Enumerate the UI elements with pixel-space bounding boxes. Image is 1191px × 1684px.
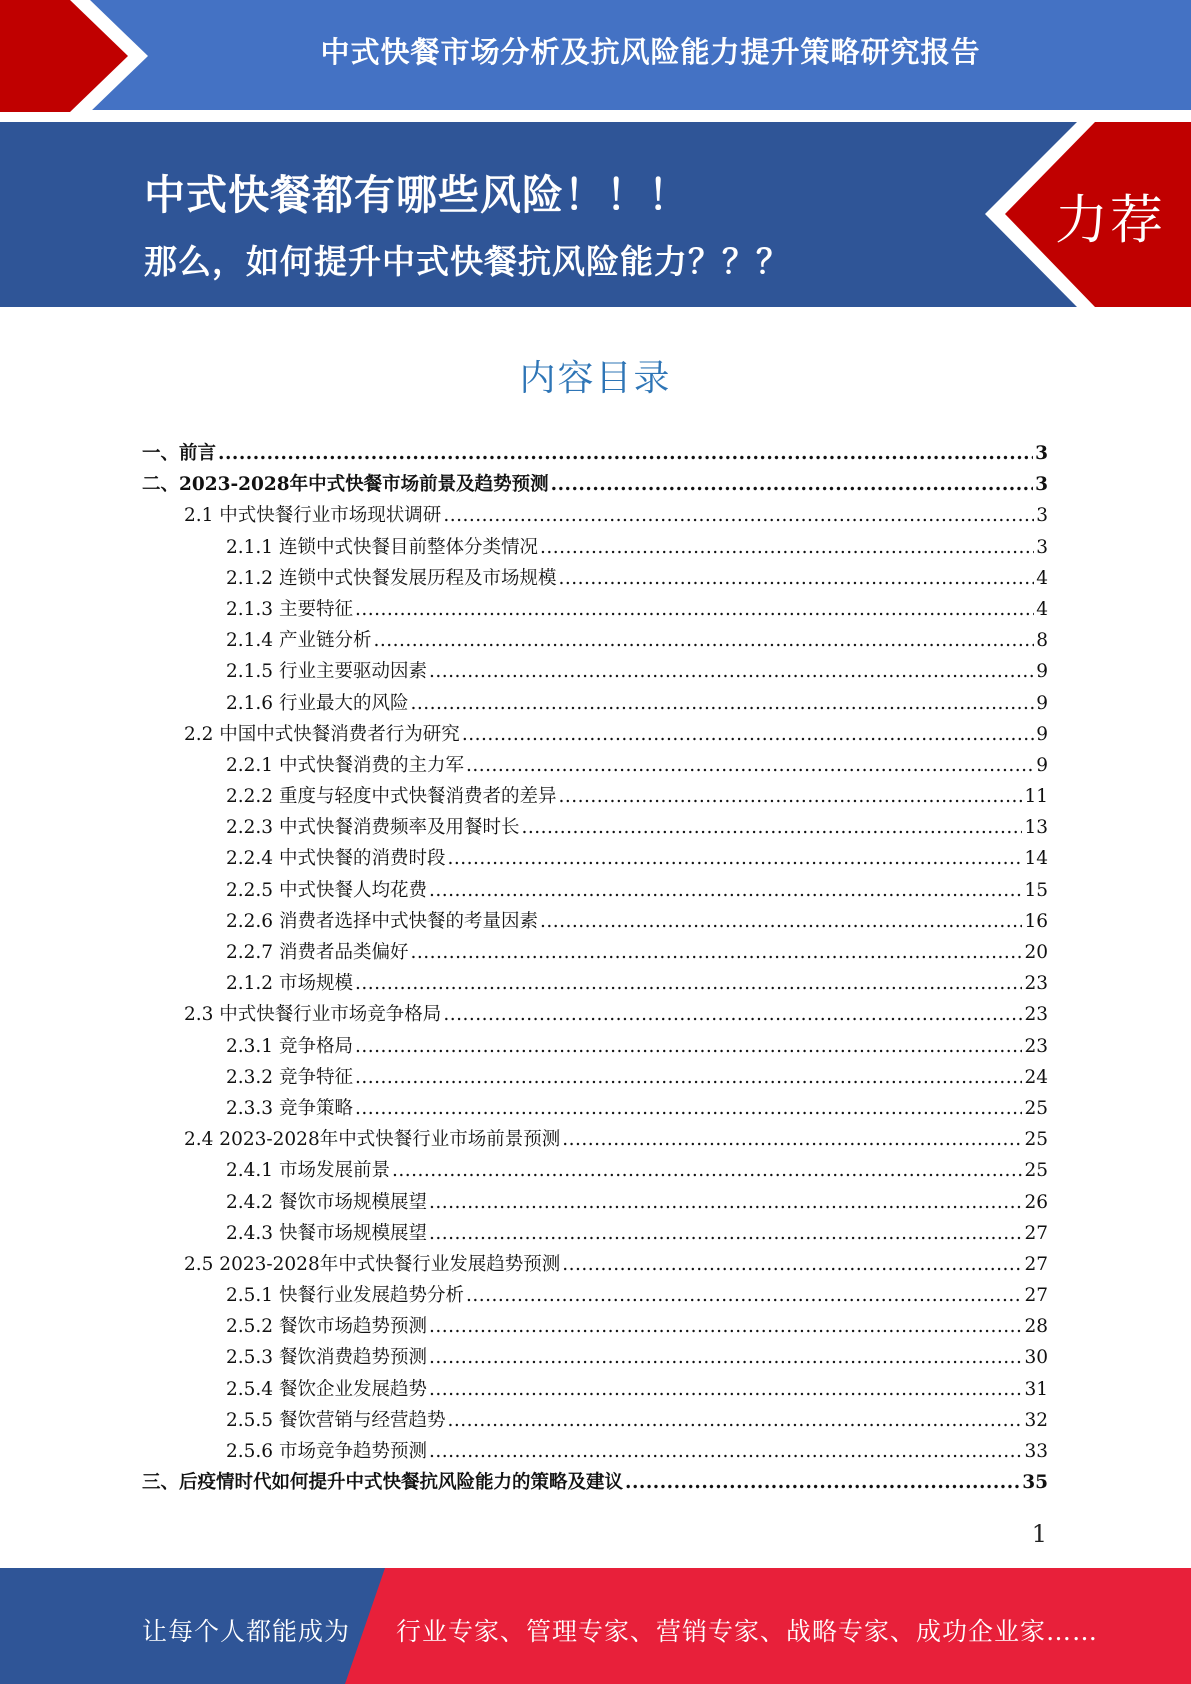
toc-entry-page: 3 <box>1035 443 1048 464</box>
toc-dot-leader <box>558 781 1022 812</box>
toc-entry[interactable] <box>142 750 1048 781</box>
toc-entry-label: 2.2 中国中式快餐消费者行为研究 <box>184 723 460 745</box>
toc-entry-page: 30 <box>1024 1347 1048 1369</box>
top-banner-arrow-decoration <box>0 0 160 112</box>
toc-entry[interactable] <box>142 688 1048 719</box>
footer-slogan-right: 行业专家、管理专家、营销专家、战略专家、成功企业家…… <box>396 1617 1099 1646</box>
toc-entry-page: 26 <box>1024 1191 1048 1213</box>
toc-entry-page: 27 <box>1024 1253 1048 1275</box>
toc-entry-page: 31 <box>1024 1378 1048 1400</box>
hero-headline: 中式快餐都有哪些风险！！！ <box>144 171 690 219</box>
toc-entry-page: 3 <box>1035 474 1048 496</box>
toc-entry-page: 11 <box>1024 786 1048 808</box>
toc-entry-label: 2.1.5 行业主要驱动因素 <box>226 661 427 683</box>
toc-entry-page: 25 <box>1024 1097 1048 1119</box>
toc-entry-page: 9 <box>1036 723 1048 745</box>
toc-entry-label: 2.4.3 快餐市场规模展望 <box>226 1222 427 1244</box>
toc-entry[interactable] <box>142 875 1048 906</box>
toc-entry-label: 2.1.3 主要特征 <box>226 598 353 620</box>
toc-entry[interactable] <box>142 1249 1048 1280</box>
toc-entry-label: 2.5.5 餐饮营销与经营趋势 <box>226 1409 446 1431</box>
toc-entry[interactable] <box>142 1062 1048 1093</box>
toc-entry-page: 24 <box>1024 1066 1048 1088</box>
toc-entry-label: 2.5.6 市场竞争趋势预测 <box>226 1441 427 1462</box>
toc-entry[interactable] <box>142 1436 1048 1467</box>
toc-dot-leader <box>558 563 1034 594</box>
toc-dot-leader <box>429 1342 1022 1373</box>
toc-dot-leader <box>429 1311 1022 1342</box>
toc-entry[interactable] <box>142 1187 1048 1218</box>
toc-dot-leader <box>540 906 1022 937</box>
toc-entry-label: 2.2.5 中式快餐人均花费 <box>226 879 427 901</box>
toc-entry-label: 2.4.1 市场发展前景 <box>226 1160 390 1182</box>
toc-entry-page: 25 <box>1024 1129 1048 1151</box>
toc-entry[interactable] <box>142 843 1048 874</box>
toc-entry[interactable] <box>142 594 1048 625</box>
toc-dot-leader <box>447 843 1022 874</box>
toc-dot-leader <box>429 1374 1022 1405</box>
toc-dot-leader <box>355 1062 1023 1093</box>
toc-entry-label: 2.2.2 重度与轻度中式快餐消费者的差异 <box>226 786 557 808</box>
toc-entry[interactable] <box>142 438 1048 469</box>
toc-entry[interactable] <box>142 1374 1048 1405</box>
toc-title: 内容目录 <box>519 358 672 399</box>
toc-entry-page: 35 <box>1022 1472 1048 1494</box>
toc-entry-label: 2.5.2 餐饮市场趋势预测 <box>226 1316 427 1338</box>
toc-entry-page: 3 <box>1036 505 1048 527</box>
toc-entry-page: 9 <box>1036 754 1048 776</box>
toc-dot-leader <box>562 1124 1022 1155</box>
toc-dot-leader <box>540 532 1034 563</box>
toc-entry-page: 33 <box>1024 1441 1048 1462</box>
toc-entry[interactable] <box>142 532 1048 563</box>
toc-entry[interactable] <box>142 1280 1048 1311</box>
toc-entry[interactable] <box>142 1155 1048 1186</box>
toc-dot-leader <box>355 1093 1023 1124</box>
toc-entry-page: 3 <box>1036 536 1048 558</box>
toc-dot-leader <box>355 594 1034 625</box>
toc-dot-leader <box>521 812 1022 843</box>
toc-dot-leader <box>355 968 1023 999</box>
toc-entry[interactable] <box>142 999 1048 1030</box>
toc-entry[interactable] <box>142 1405 1048 1436</box>
toc-entry-label: 2.4 2023-2028年中式快餐行业市场前景预测 <box>184 1129 561 1151</box>
toc-entry[interactable] <box>142 1342 1048 1373</box>
toc-entry-label: 2.1.6 行业最大的风险 <box>226 692 409 714</box>
toc-dot-leader <box>466 1280 1022 1311</box>
toc-entry-label: 2.3 中式快餐行业市场竞争格局 <box>184 1004 442 1026</box>
toc-entry-label: 2.1.2 市场规模 <box>226 973 353 995</box>
toc-entry-page: 25 <box>1024 1160 1048 1182</box>
toc-entry-page: 27 <box>1024 1222 1048 1244</box>
toc-dot-leader <box>443 500 1034 531</box>
toc-entry-label: 2.5.4 餐饮企业发展趋势 <box>226 1378 427 1400</box>
toc-entry-label: 三、后疫情时代如何提升中式快餐抗风险能力的策略及建议 <box>142 1472 624 1494</box>
toc-entry-label: 2.1.4 产业链分析 <box>226 630 372 652</box>
toc-entry-label: 2.2.7 消费者品类偏好 <box>226 942 409 963</box>
toc-entry[interactable] <box>142 625 1048 656</box>
toc-dot-leader <box>429 875 1022 906</box>
toc-dot-leader <box>429 656 1034 687</box>
toc-entry-label: 2.2.1 中式快餐消费的主力军 <box>226 754 464 776</box>
toc-dot-leader <box>562 1249 1022 1280</box>
toc-entry[interactable] <box>142 500 1048 531</box>
toc-entry-page: 23 <box>1024 1004 1048 1026</box>
toc-entry-label: 2.3.2 竞争特征 <box>226 1066 353 1088</box>
toc-entry[interactable] <box>142 1467 1048 1498</box>
toc-dot-leader <box>429 1436 1022 1467</box>
toc-dot-leader <box>466 750 1034 781</box>
toc-dot-leader <box>410 688 1034 719</box>
toc-dot-leader <box>447 1405 1022 1436</box>
toc-dot-leader <box>443 999 1022 1030</box>
toc-dot-leader <box>392 1155 1022 1186</box>
toc-entry-page: 28 <box>1024 1316 1048 1338</box>
toc-entry-page: 16 <box>1024 910 1048 932</box>
toc-entry-label: 2.5 2023-2028年中式快餐行业发展趋势预测 <box>184 1253 561 1275</box>
toc-entry-label: 2.2.6 消费者选择中式快餐的考量因素 <box>226 910 538 932</box>
toc-dot-leader <box>625 1467 1020 1498</box>
toc-entry-page: 27 <box>1024 1285 1048 1307</box>
toc-entry-label: 2.1.2 连锁中式快餐发展历程及市场规模 <box>226 567 557 589</box>
toc-entry-page: 4 <box>1036 567 1048 589</box>
toc-entry-page: 15 <box>1024 879 1048 901</box>
toc-entry-label: 一、前言 <box>142 443 217 464</box>
toc-entry[interactable] <box>142 1093 1048 1124</box>
recommend-badge-text: 力荐 <box>1055 190 1165 251</box>
toc-entry[interactable] <box>142 656 1048 687</box>
toc-entry[interactable] <box>142 906 1048 937</box>
toc-entry-page: 9 <box>1036 692 1048 714</box>
toc-entry-page: 4 <box>1036 598 1048 620</box>
toc-dot-leader <box>410 937 1022 968</box>
toc-entry[interactable] <box>142 563 1048 594</box>
toc-entry[interactable] <box>142 1218 1048 1249</box>
toc-entry-label: 二、2023-2028年中式快餐市场前景及趋势预测 <box>142 474 549 496</box>
toc-dot-leader <box>373 625 1034 656</box>
toc-dot-leader <box>551 469 1033 500</box>
toc-dot-leader <box>462 719 1034 750</box>
toc-entry-page: 9 <box>1036 661 1048 683</box>
toc-entry-page: 20 <box>1024 942 1048 963</box>
toc-entry-label: 2.1 中式快餐行业市场现状调研 <box>184 505 442 527</box>
hero-subheadline: 那么，如何提升中式快餐抗风险能力？？？ <box>144 242 790 281</box>
toc-entry-page: 13 <box>1024 817 1048 839</box>
toc-entry-page: 32 <box>1024 1409 1048 1431</box>
toc-entry[interactable] <box>142 1031 1048 1062</box>
toc-entry-label: 2.3.3 竞争策略 <box>226 1097 353 1119</box>
toc-entry-page: 23 <box>1024 1035 1048 1057</box>
report-title: 中式快餐市场分析及抗风险能力提升策略研究报告 <box>320 35 981 69</box>
toc-entry[interactable] <box>142 937 1048 968</box>
toc-entry[interactable] <box>142 719 1048 750</box>
footer-slogan-left: 让每个人都能成为 <box>142 1617 351 1646</box>
toc-entry-label: 2.5.1 快餐行业发展趋势分析 <box>226 1285 464 1307</box>
toc-entry[interactable] <box>142 1124 1048 1155</box>
toc-entry[interactable] <box>142 1311 1048 1342</box>
toc-entry-page: 23 <box>1024 973 1048 995</box>
toc-dot-leader <box>429 1218 1022 1249</box>
toc-dot-leader <box>429 1187 1022 1218</box>
toc-entry-label: 2.5.3 餐饮消费趋势预测 <box>226 1347 427 1369</box>
toc-entry-page: 14 <box>1024 848 1048 870</box>
toc-dot-leader <box>355 1031 1023 1062</box>
toc-entry[interactable] <box>142 968 1048 999</box>
toc-entry[interactable] <box>142 781 1048 812</box>
toc-entry-label: 2.1.1 连锁中式快餐目前整体分类情况 <box>226 536 538 558</box>
toc-entry[interactable] <box>142 812 1048 843</box>
toc-entry-label: 2.2.4 中式快餐的消费时段 <box>226 848 446 870</box>
toc-entry-label: 2.4.2 餐饮市场规模展望 <box>226 1191 427 1213</box>
page-number: 1 <box>1031 1520 1047 1548</box>
toc-entry-label: 2.2.3 中式快餐消费频率及用餐时长 <box>226 817 520 839</box>
table-of-contents <box>142 438 1048 1498</box>
toc-entry-page: 8 <box>1036 630 1048 652</box>
toc-entry-label: 2.3.1 竞争格局 <box>226 1035 353 1057</box>
toc-entry[interactable] <box>142 469 1048 500</box>
toc-dot-leader <box>218 438 1033 469</box>
